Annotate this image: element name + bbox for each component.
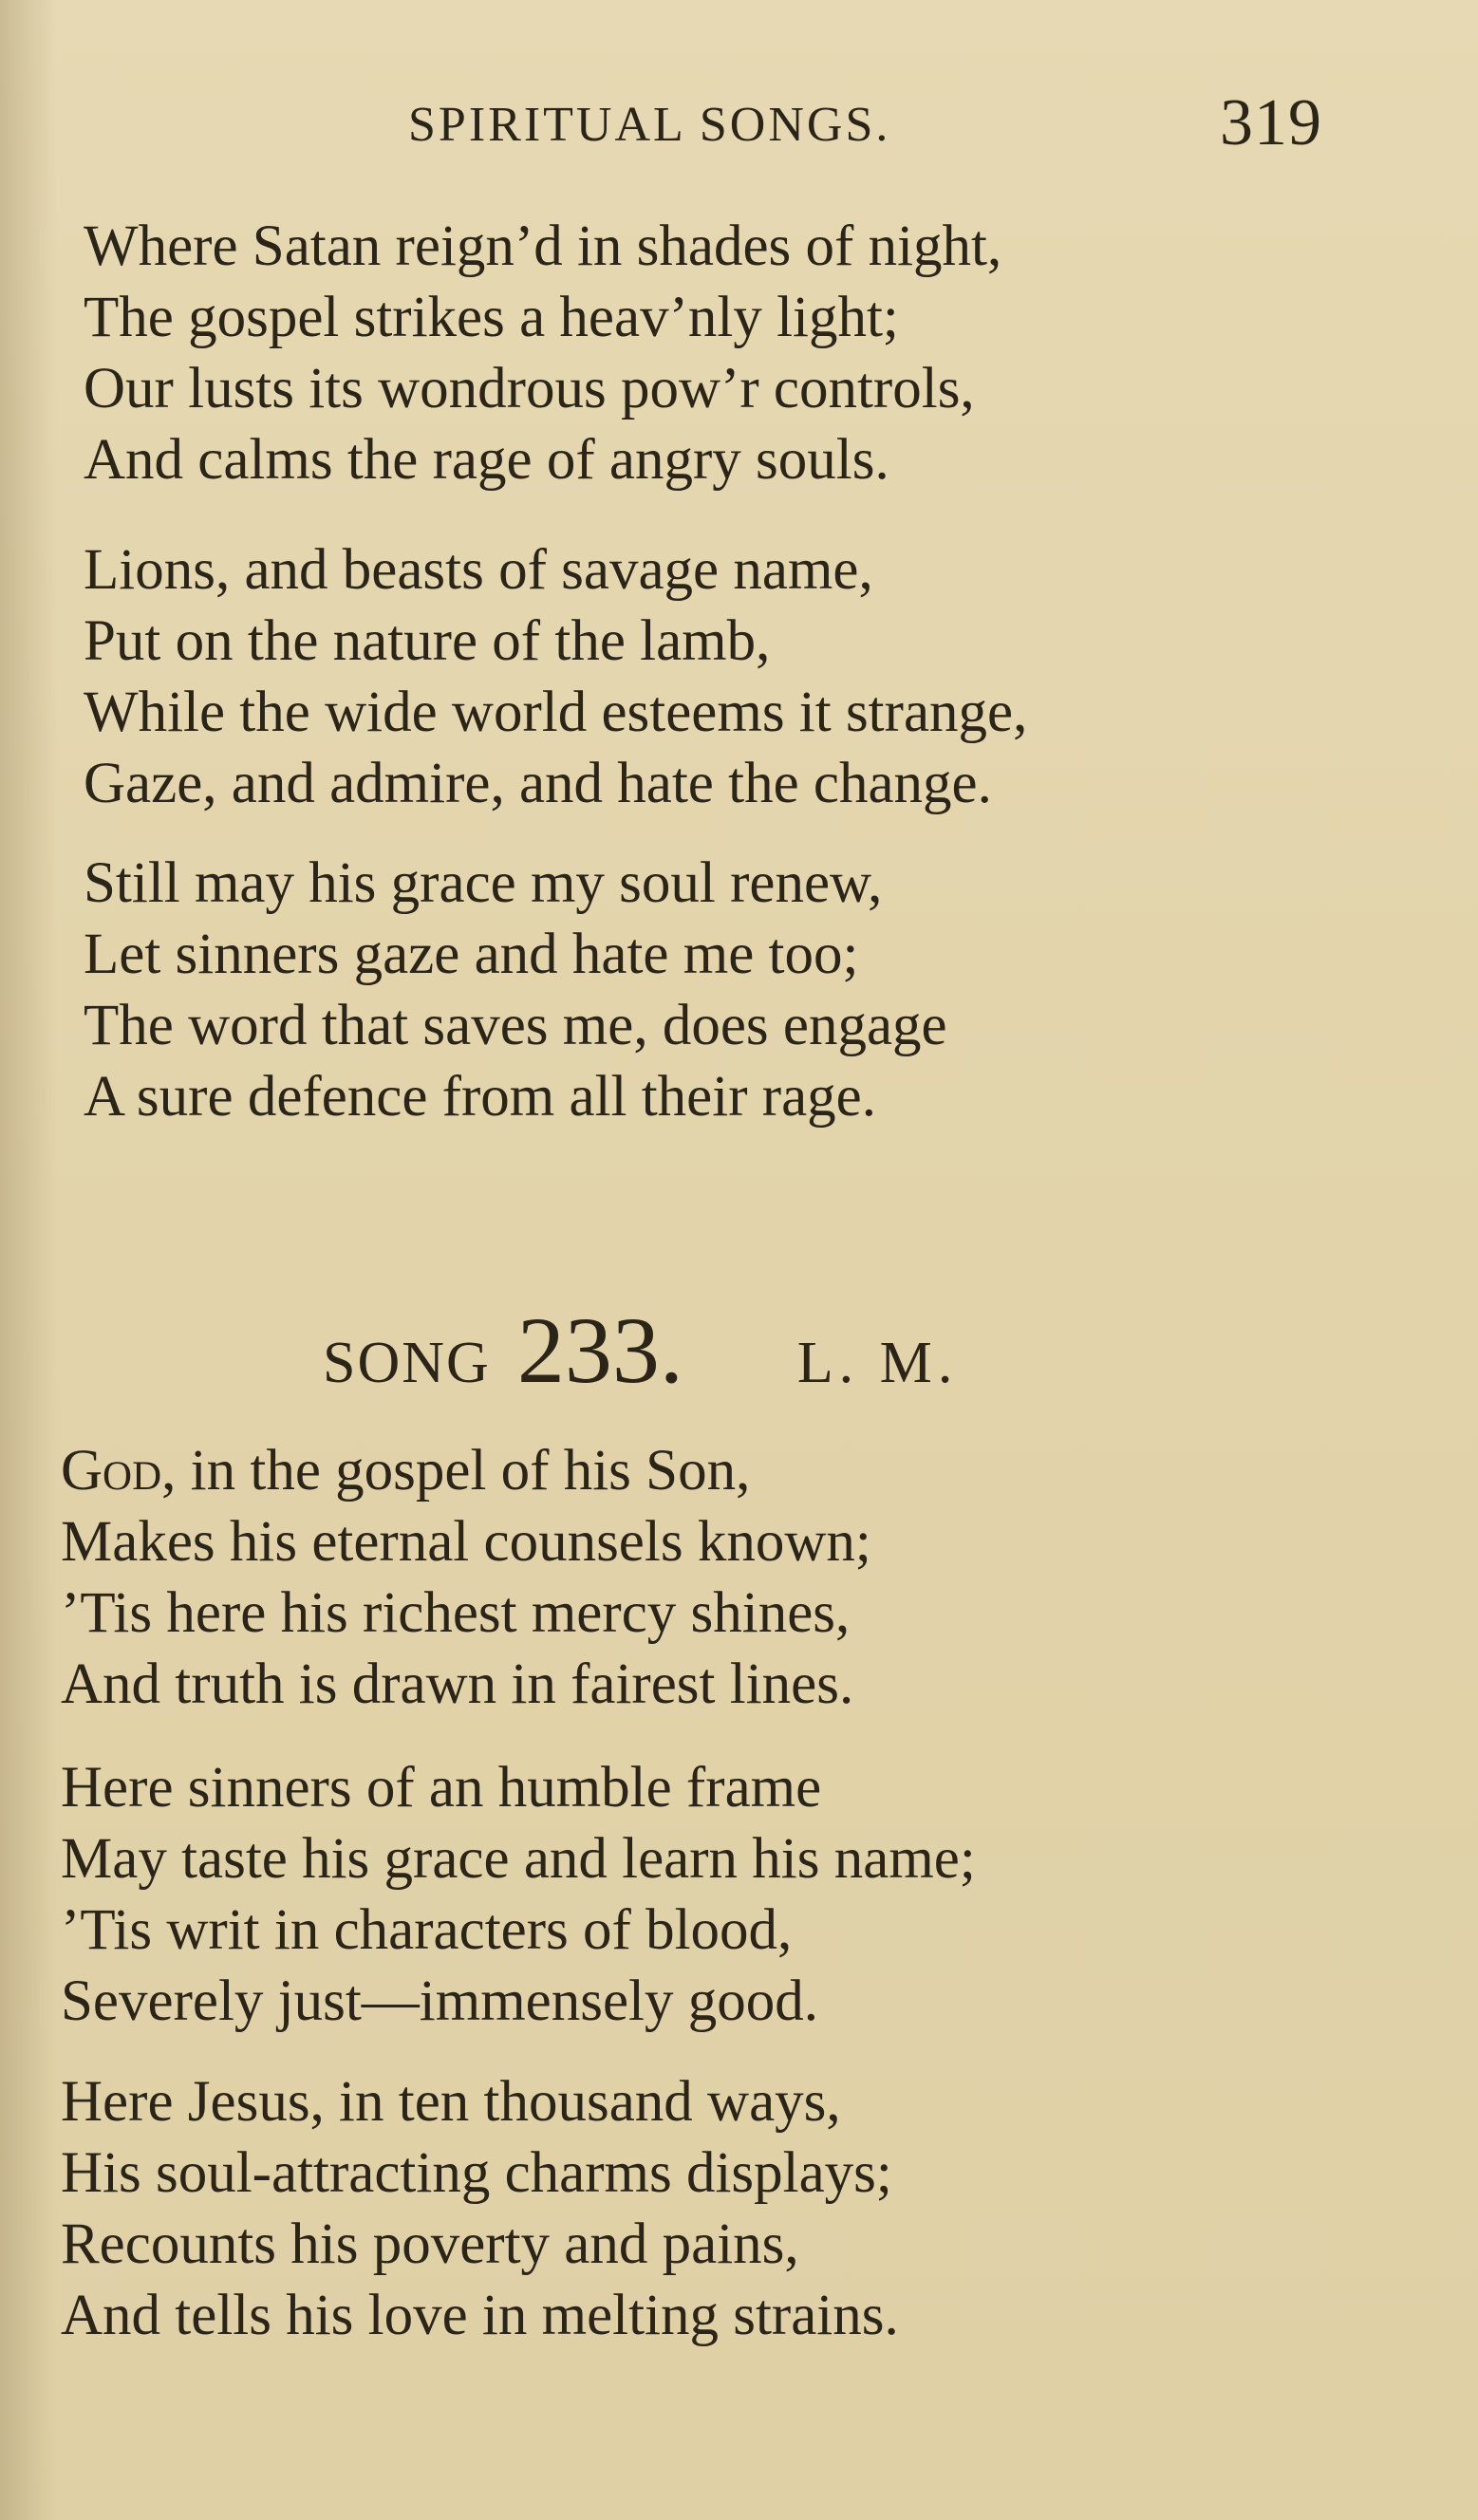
verse-line: Still may his grace my soul renew, — [84, 851, 883, 915]
verse-line: Recounts his poverty and pains, — [61, 2212, 799, 2276]
verse-line: A sure defence from all their rage. — [84, 1065, 876, 1129]
verse-line: Gaze, and admire, and hate the change. — [84, 752, 992, 815]
verse-line: And truth is drawn in fairest lines. — [61, 1652, 854, 1716]
verse-line: And calms the rage of angry souls. — [84, 428, 889, 492]
song-label: SONG — [323, 1331, 491, 1395]
stanza-song-3 — [61, 2066, 1390, 2351]
stanza-prev-1 — [84, 211, 1413, 495]
stanza-prev-2 — [84, 534, 1413, 819]
page-header — [0, 85, 1478, 171]
first-line-rest: , in the gospel of his Son, — [161, 1439, 751, 1503]
stanza-song-1 — [61, 1435, 1390, 1720]
verse-line: Severely just—immensely good. — [61, 1969, 818, 2033]
song-meter: L. M. — [796, 1331, 959, 1395]
verse-line: Makes his eternal counsels known; — [61, 1510, 871, 1574]
verse-line: May taste his grace and learn his name; — [61, 1827, 976, 1891]
verse-line: Here sinners of an humble frame — [61, 1756, 822, 1820]
verse-line: The word that saves me, does engage — [84, 994, 947, 1057]
page-number: 319 — [1220, 86, 1322, 159]
verse-line: ’Tis writ in characters of blood, — [61, 1898, 793, 1962]
verse-line: ’Tis here his richest mercy shines, — [61, 1581, 851, 1645]
verse-line-first — [61, 1435, 1390, 1506]
verse-line: And tells his love in melting strains. — [61, 2284, 899, 2347]
verse-line: Put on the nature of the lamb, — [84, 609, 771, 673]
verse-line: His soul-attracting charms displays; — [61, 2141, 892, 2205]
stanza-prev-3 — [84, 848, 1413, 1132]
song-number: 233. — [516, 1297, 683, 1403]
verse-line: Our lusts its wondrous pow’r controls, — [84, 357, 975, 420]
verse-line: Lions, and beasts of savage name, — [84, 538, 873, 602]
song-heading — [323, 1296, 1177, 1403]
verse-line: While the wide world esteems it strange, — [84, 681, 1028, 744]
verse-line: Let sinners gaze and hate me too; — [84, 923, 859, 986]
first-word: God — [61, 1439, 162, 1503]
verse-line: The gospel strikes a heav’nly light; — [84, 286, 899, 349]
stanza-song-2 — [61, 1752, 1390, 2037]
verse-line: Where Satan reign’d in shades of night, — [84, 215, 1002, 278]
verse-line: Here Jesus, in ten thousand ways, — [61, 2070, 841, 2134]
running-title: SPIRITUAL SONGS. — [408, 98, 891, 152]
